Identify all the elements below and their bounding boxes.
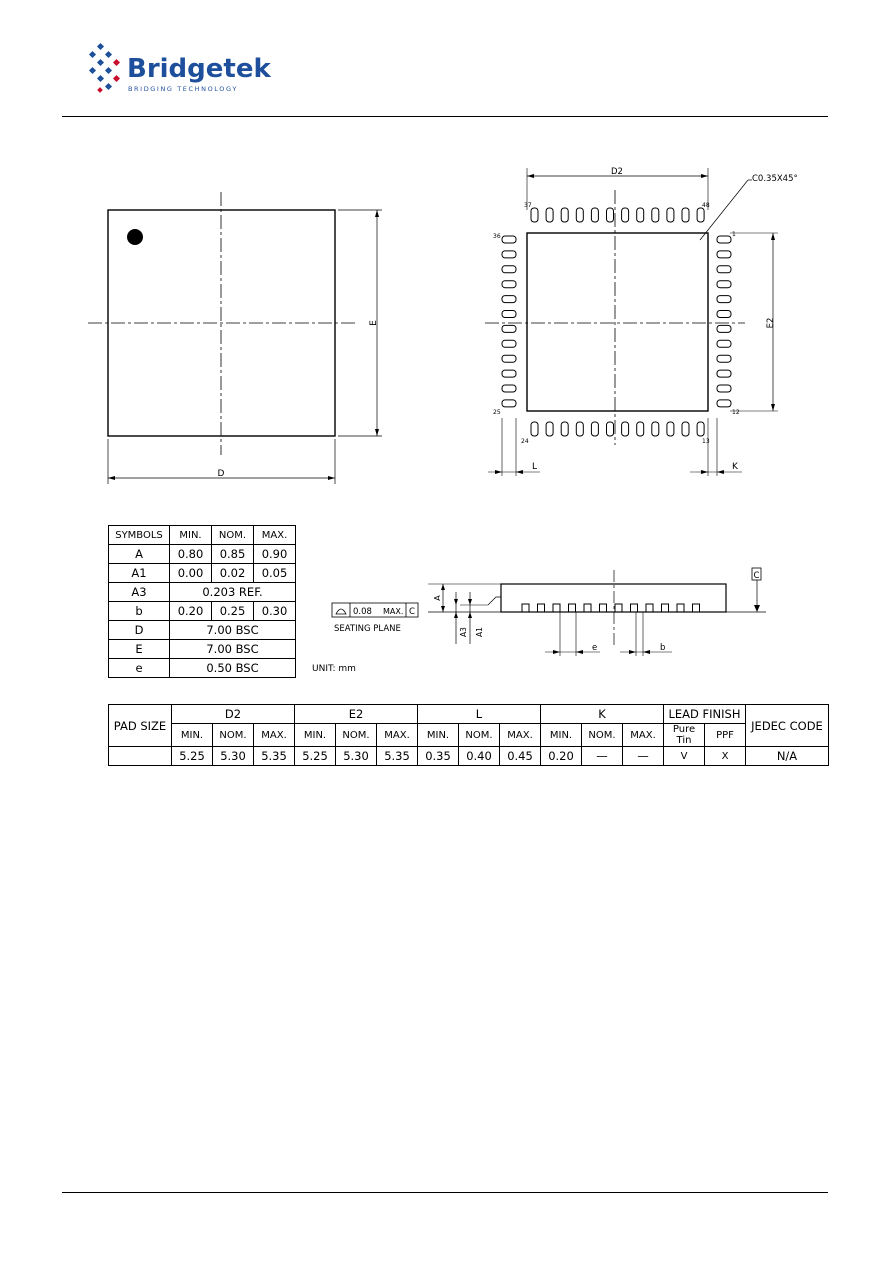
pin-12-label: 12 [732,409,740,416]
k-nom: — [582,747,623,766]
pin-13-label: 13 [702,438,710,445]
lead-side [569,604,576,612]
symbol-cell: b [109,602,170,621]
lead-side [615,604,622,612]
symbol-cell: A3 [109,583,170,602]
dim-d2-label: D2 [611,167,623,177]
lead-side [600,604,607,612]
symbol-cell: e [109,659,170,678]
symbol-cell: A [109,545,170,564]
pure-tin-value: V [664,747,705,766]
lead-side [553,604,560,612]
l-max: 0.45 [500,747,541,766]
k-min: 0.20 [541,747,582,766]
pure-tin-header: Pure Tin [664,724,705,747]
sub-max: MAX. [623,724,664,747]
header-max: MAX. [254,526,296,545]
group-l-header: L [418,705,541,724]
pin-1-label: 1 [732,231,736,238]
pin-25-label: 25 [493,409,501,416]
header-nom: NOM. [212,526,254,545]
lead-side [662,604,669,612]
jedec-code-header: JEDEC CODE [746,705,829,747]
header-symbols: SYMBOLS [109,526,170,545]
lead-side [522,604,529,612]
sub-min: MIN. [541,724,582,747]
symbol-cell: A1 [109,564,170,583]
pad-size-table [108,704,829,766]
ppf-header: PPF [705,724,746,747]
flatness-datum: C [409,607,415,617]
dim-a3-label: A3 [459,627,468,637]
e2-min: 5.25 [295,747,336,766]
dim-k-label: K [732,462,738,472]
max-cell: 0.05 [254,564,296,583]
pin-24-label: 24 [521,438,529,445]
lead-side [631,604,638,612]
nom-cell: 0.85 [212,545,254,564]
sub-nom: NOM. [459,724,500,747]
dim-l-label: L [532,462,538,472]
dim-b-label: b [660,643,666,653]
sub-max: MAX. [254,724,295,747]
lead-side [538,604,545,612]
lead-finish-header: LEAD FINISH [664,705,746,724]
l-min: 0.35 [418,747,459,766]
min-cell: 0.00 [170,564,212,583]
flatness-frame [332,603,418,617]
symbol-cell: D [109,621,170,640]
span-cell: 0.50 BSC [170,659,296,678]
sub-nom: NOM. [582,724,623,747]
dim-pitch-e-label: e [592,643,598,653]
span-cell: 0.203 REF. [170,583,296,602]
flatness-max: MAX. [383,607,404,616]
sub-min: MIN. [295,724,336,747]
group-d2-header: D2 [172,705,295,724]
dim-a-label: A [433,595,442,601]
symbol-cell: E [109,640,170,659]
min-cell: 0.20 [170,602,212,621]
dim-e2-label: E2 [766,317,776,329]
span-cell: 7.00 BSC [170,640,296,659]
span-cell: 7.00 BSC [170,621,296,640]
table-row [109,705,829,724]
datum-c-label: C [753,571,760,581]
sub-nom: NOM. [336,724,377,747]
min-cell: 0.80 [170,545,212,564]
lead-side [584,604,591,612]
d2-min: 5.25 [172,747,213,766]
logo-tagline: BRIDGING TECHNOLOGY [128,85,238,93]
pad-size-header: PAD SIZE [109,705,172,747]
sub-max: MAX. [377,724,418,747]
logo-wordmark: Bridgetek [127,54,271,84]
lead-side [693,604,700,612]
k-max: — [623,747,664,766]
lead-side [677,604,684,612]
seating-plane-label: SEATING PLANE [334,624,401,634]
flatness-value: 0.08 [353,607,372,617]
pin-37-label: 37 [524,202,532,209]
e2-max: 5.35 [377,747,418,766]
sub-min: MIN. [172,724,213,747]
max-cell: 0.90 [254,545,296,564]
dim-e-label: E [369,320,379,326]
table-row [109,724,829,747]
nom-cell: 0.02 [212,564,254,583]
jedec-value: N/A [746,747,829,766]
dim-a1-label: A1 [475,627,484,637]
footer-rule [62,1192,828,1193]
max-cell: 0.30 [254,602,296,621]
pin-48-label: 48 [702,202,710,209]
header-min: MIN. [170,526,212,545]
flatness-icon [336,609,346,614]
group-k-header: K [541,705,664,724]
chamfer-label: C0.35X45° [752,174,798,184]
pin-36-label: 36 [493,233,501,240]
sub-nom: NOM. [213,724,254,747]
group-e2-header: E2 [295,705,418,724]
e2-nom: 5.30 [336,747,377,766]
ppf-value: X [705,747,746,766]
unit-label: UNIT: mm [312,664,356,674]
d2-max: 5.35 [254,747,295,766]
table-row [109,747,829,766]
sub-max: MAX. [500,724,541,747]
pad-size-empty-cell [109,747,172,766]
dim-d-label: D [217,469,225,479]
nom-cell: 0.25 [212,602,254,621]
l-nom: 0.40 [459,747,500,766]
d2-nom: 5.30 [213,747,254,766]
lead-side [646,604,653,612]
sub-min: MIN. [418,724,459,747]
